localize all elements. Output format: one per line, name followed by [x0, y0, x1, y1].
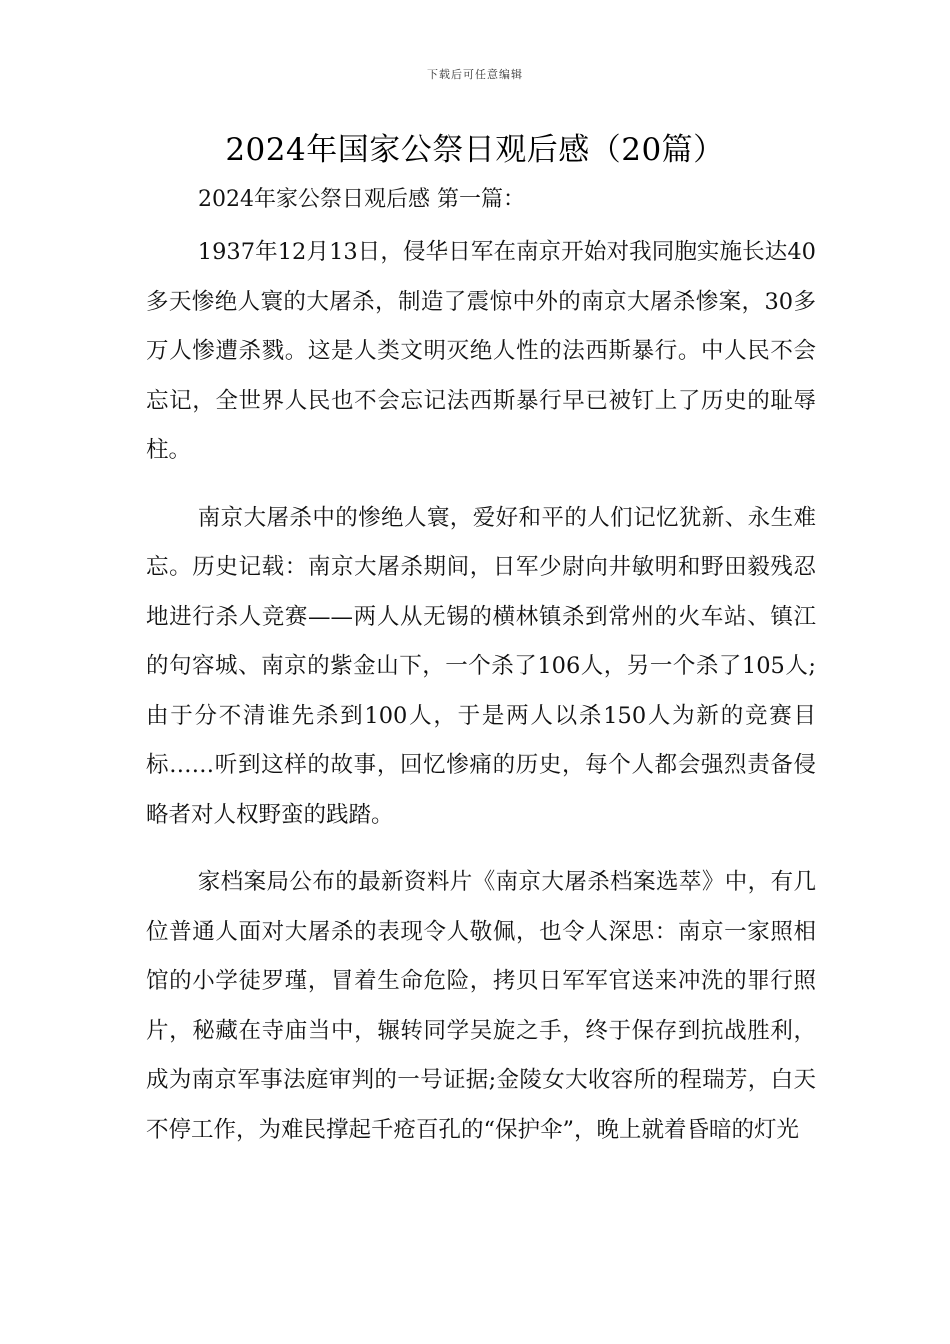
paragraph-3: 家档案局公布的最新资料片《南京大屠杀档案选萃》中，有几位普通人面对大屠杀的表现令人敬佩，也令人深思：南京一家照相馆的小学徒罗瑾，冒着生命危险，拷贝日军军官送来冲洗的罪行照片，秘藏在寺庙当中，辗转同学吴旋之手，终于保存到抗战胜利，成为南京军事法庭审判的一号证据;金陵女大收容所的程瑞芳，白天不停工作，为难民撑起千疮百孔的“保护伞”，晚上就着昏暗的灯光	[146, 869, 816, 1143]
document-body	[146, 180, 816, 1173]
page-header-note: 下载后可任意编辑	[427, 68, 523, 81]
document-title: 2024年国家公祭日观后感（20篇）	[225, 132, 725, 168]
paragraph-2: 南京大屠杀中的惨绝人寰，爱好和平的人们记忆犹新、永生难忘。历史记载：南京大屠杀期间，日军少尉向井敏明和野田毅残忍地进行杀人竞赛——两人从无锡的横林镇杀到常州的火车站、镇江的句容城、南京的紫金山下，一个杀了106人，另一个杀了105人;由于分不清谁先杀到100人，于是两人以杀150人为新的竞赛目标……听到这样的故事，回忆惨痛的历史，每个人都会强烈责备侵略者对人权野蛮的践踏。	[146, 504, 816, 828]
paragraph-1: 1937年12月13日，侵华日军在南京开始对我同胞实施长达40多天惨绝人寰的大屠杀，制造了震惊中外的南京大屠杀惨案，30多万人惨遭杀戮。这是人类文明灭绝人性的法西斯暴行。中人民不会忘记，全世界人民也不会忘记法西斯暴行早已被钉上了历史的耻辱柱。	[146, 239, 816, 463]
section-subtitle: 2024年家公祭日观后感 第一篇：	[198, 187, 525, 212]
